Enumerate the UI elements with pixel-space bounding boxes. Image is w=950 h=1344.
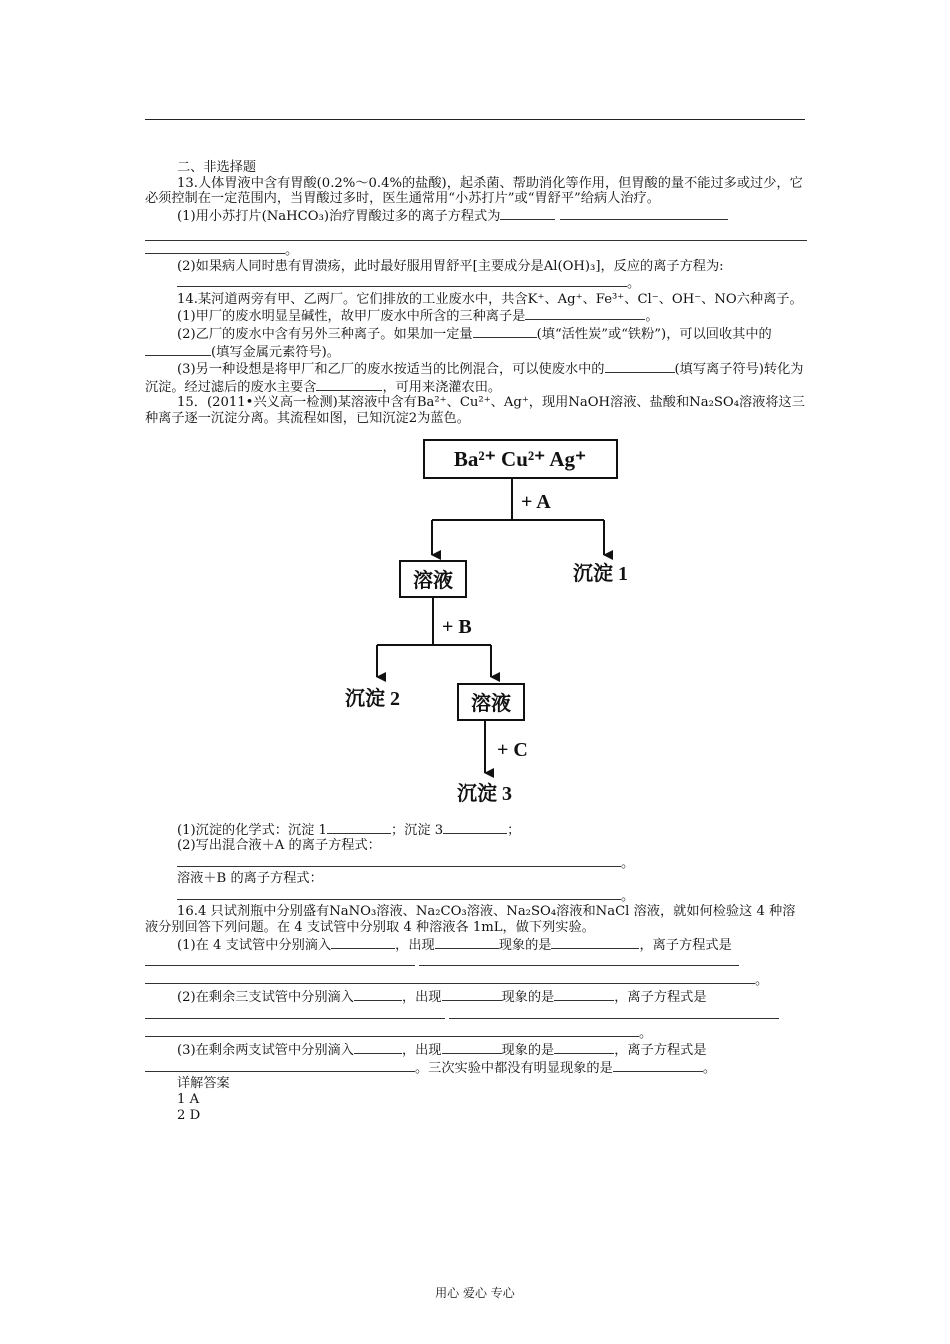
answers-title: 详解答案 [177, 1076, 230, 1092]
q14-part3: (3)另一种设想是将甲厂和乙厂的废水按适当的比例混合，可以使废水中的 (填写离子符号)转化为沉淀。经过滤后的废水主要含 ，可用来浇灌农田。 [145, 362, 804, 395]
q15-stem: 15．(2011•兴义高一检测)某溶液中含有Ba²⁺、Cu²⁺、Ag⁺，现用NaOH溶液、盐酸和Na₂SO₄溶液将这三种离子逐一沉淀分离。其流程如图，已知沉淀2为蓝色。 [145, 395, 805, 426]
precip3-label: 沉淀 3 [457, 782, 512, 805]
page-footer: 用心 爱心 专心 [435, 1286, 515, 1300]
q13-answer-line[interactable] [145, 224, 807, 241]
precip2-label: 沉淀 2 [345, 687, 400, 710]
add-a-label: + A [521, 490, 551, 513]
header-rule [145, 119, 805, 120]
q13-answer-line-end[interactable]: 。 [145, 241, 807, 259]
flowchart-svg [145, 433, 807, 821]
q15-part2: (2)写出混合液＋A 的离子方程式： [177, 838, 381, 854]
add-c-label: + C [497, 738, 528, 761]
add-b-label: + B [442, 615, 472, 638]
q16-part2-line[interactable]: 。 [145, 1024, 807, 1042]
q16-part2: (2)在剩余三支试管中分别滴入 ，出现 现象的是 ，离子方程式是 [145, 988, 807, 1023]
q14-part2: (2)乙厂的废水中含有另外三种离子。如果加一定量 (填“活性炭”或“铁粉”)，可以回收其中的(填写金属元素符号)。 [145, 325, 807, 360]
q16-part1: (1)在 4 支试管中分别滴入 ，出现 现象的是 ，离子方程式是 [145, 936, 807, 971]
q15-part3: 溶液＋B 的离子方程式： [177, 871, 323, 887]
q16-part3: (3)在剩余两支试管中分别滴入 ，出现 现象的是 ，离子方程式是。三次实验中都没有明显现象的是 。 [145, 1041, 807, 1076]
q16-stem: 16.4 只试剂瓶中分别盛有NaNO₃溶液、Na₂CO₃溶液、Na₂SO₄溶液和NaCl 溶液，就如何检验这 4 种溶液分别回答下列问题。在 4 支试管中分别取 4 种溶液各 1mL，做下列实验。 [145, 904, 796, 936]
q15-part1: (1)沉淀的化学式：沉淀 1 ；沉淀 3 ； [177, 822, 521, 838]
section-title: 二、非选择题 [177, 160, 257, 175]
q14-stem: 14.某河道两旁有甲、乙两厂。它们排放的工业废水中，共含K⁺、Ag⁺、Fe³⁺、Cl⁻、OH⁻、NO六种离子。 [177, 291, 803, 307]
answer-item: 1 A [177, 1092, 200, 1107]
q15-part3-line[interactable]: 。 [145, 887, 807, 905]
q13-part2-line[interactable]: 。 [145, 274, 807, 292]
q13-part1: (1)用小苏打片(NaHCO₃)治疗胃酸过多的离子方程式为 [145, 207, 807, 225]
solution1-label: 溶液 [413, 569, 453, 592]
document-body [145, 160, 807, 1123]
solution2-label: 溶液 [471, 692, 511, 715]
answer-item: 2 D [177, 1107, 201, 1123]
ions-label: Ba²⁺ Cu²⁺ Ag⁺ [453, 446, 587, 471]
flowchart [145, 433, 807, 821]
q15-part2-line[interactable]: 。 [145, 854, 807, 872]
q13-stem: 13.人体胃液中含有胃酸(0.2%～0.4%的盐酸)，起杀菌、帮助消化等作用，但胃酸的量不能过多或过少，它必须控制在一定范围内，当胃酸过多时，医生通常用“小苏打片”或“胃舒平”给病人治疗。 [145, 175, 803, 207]
precip1-label: 沉淀 1 [573, 562, 628, 585]
q13-part2: (2)如果病人同时患有胃溃疡，此时最好服用胃舒平[主要成分是Al(OH)₃]，反应的离子方程为: [177, 258, 724, 274]
q16-part1-line[interactable]: 。 [145, 971, 807, 989]
q14-part1: (1)甲厂的废水明显呈碱性，故甲厂废水中所含的三种离子是 。 [177, 309, 659, 325]
